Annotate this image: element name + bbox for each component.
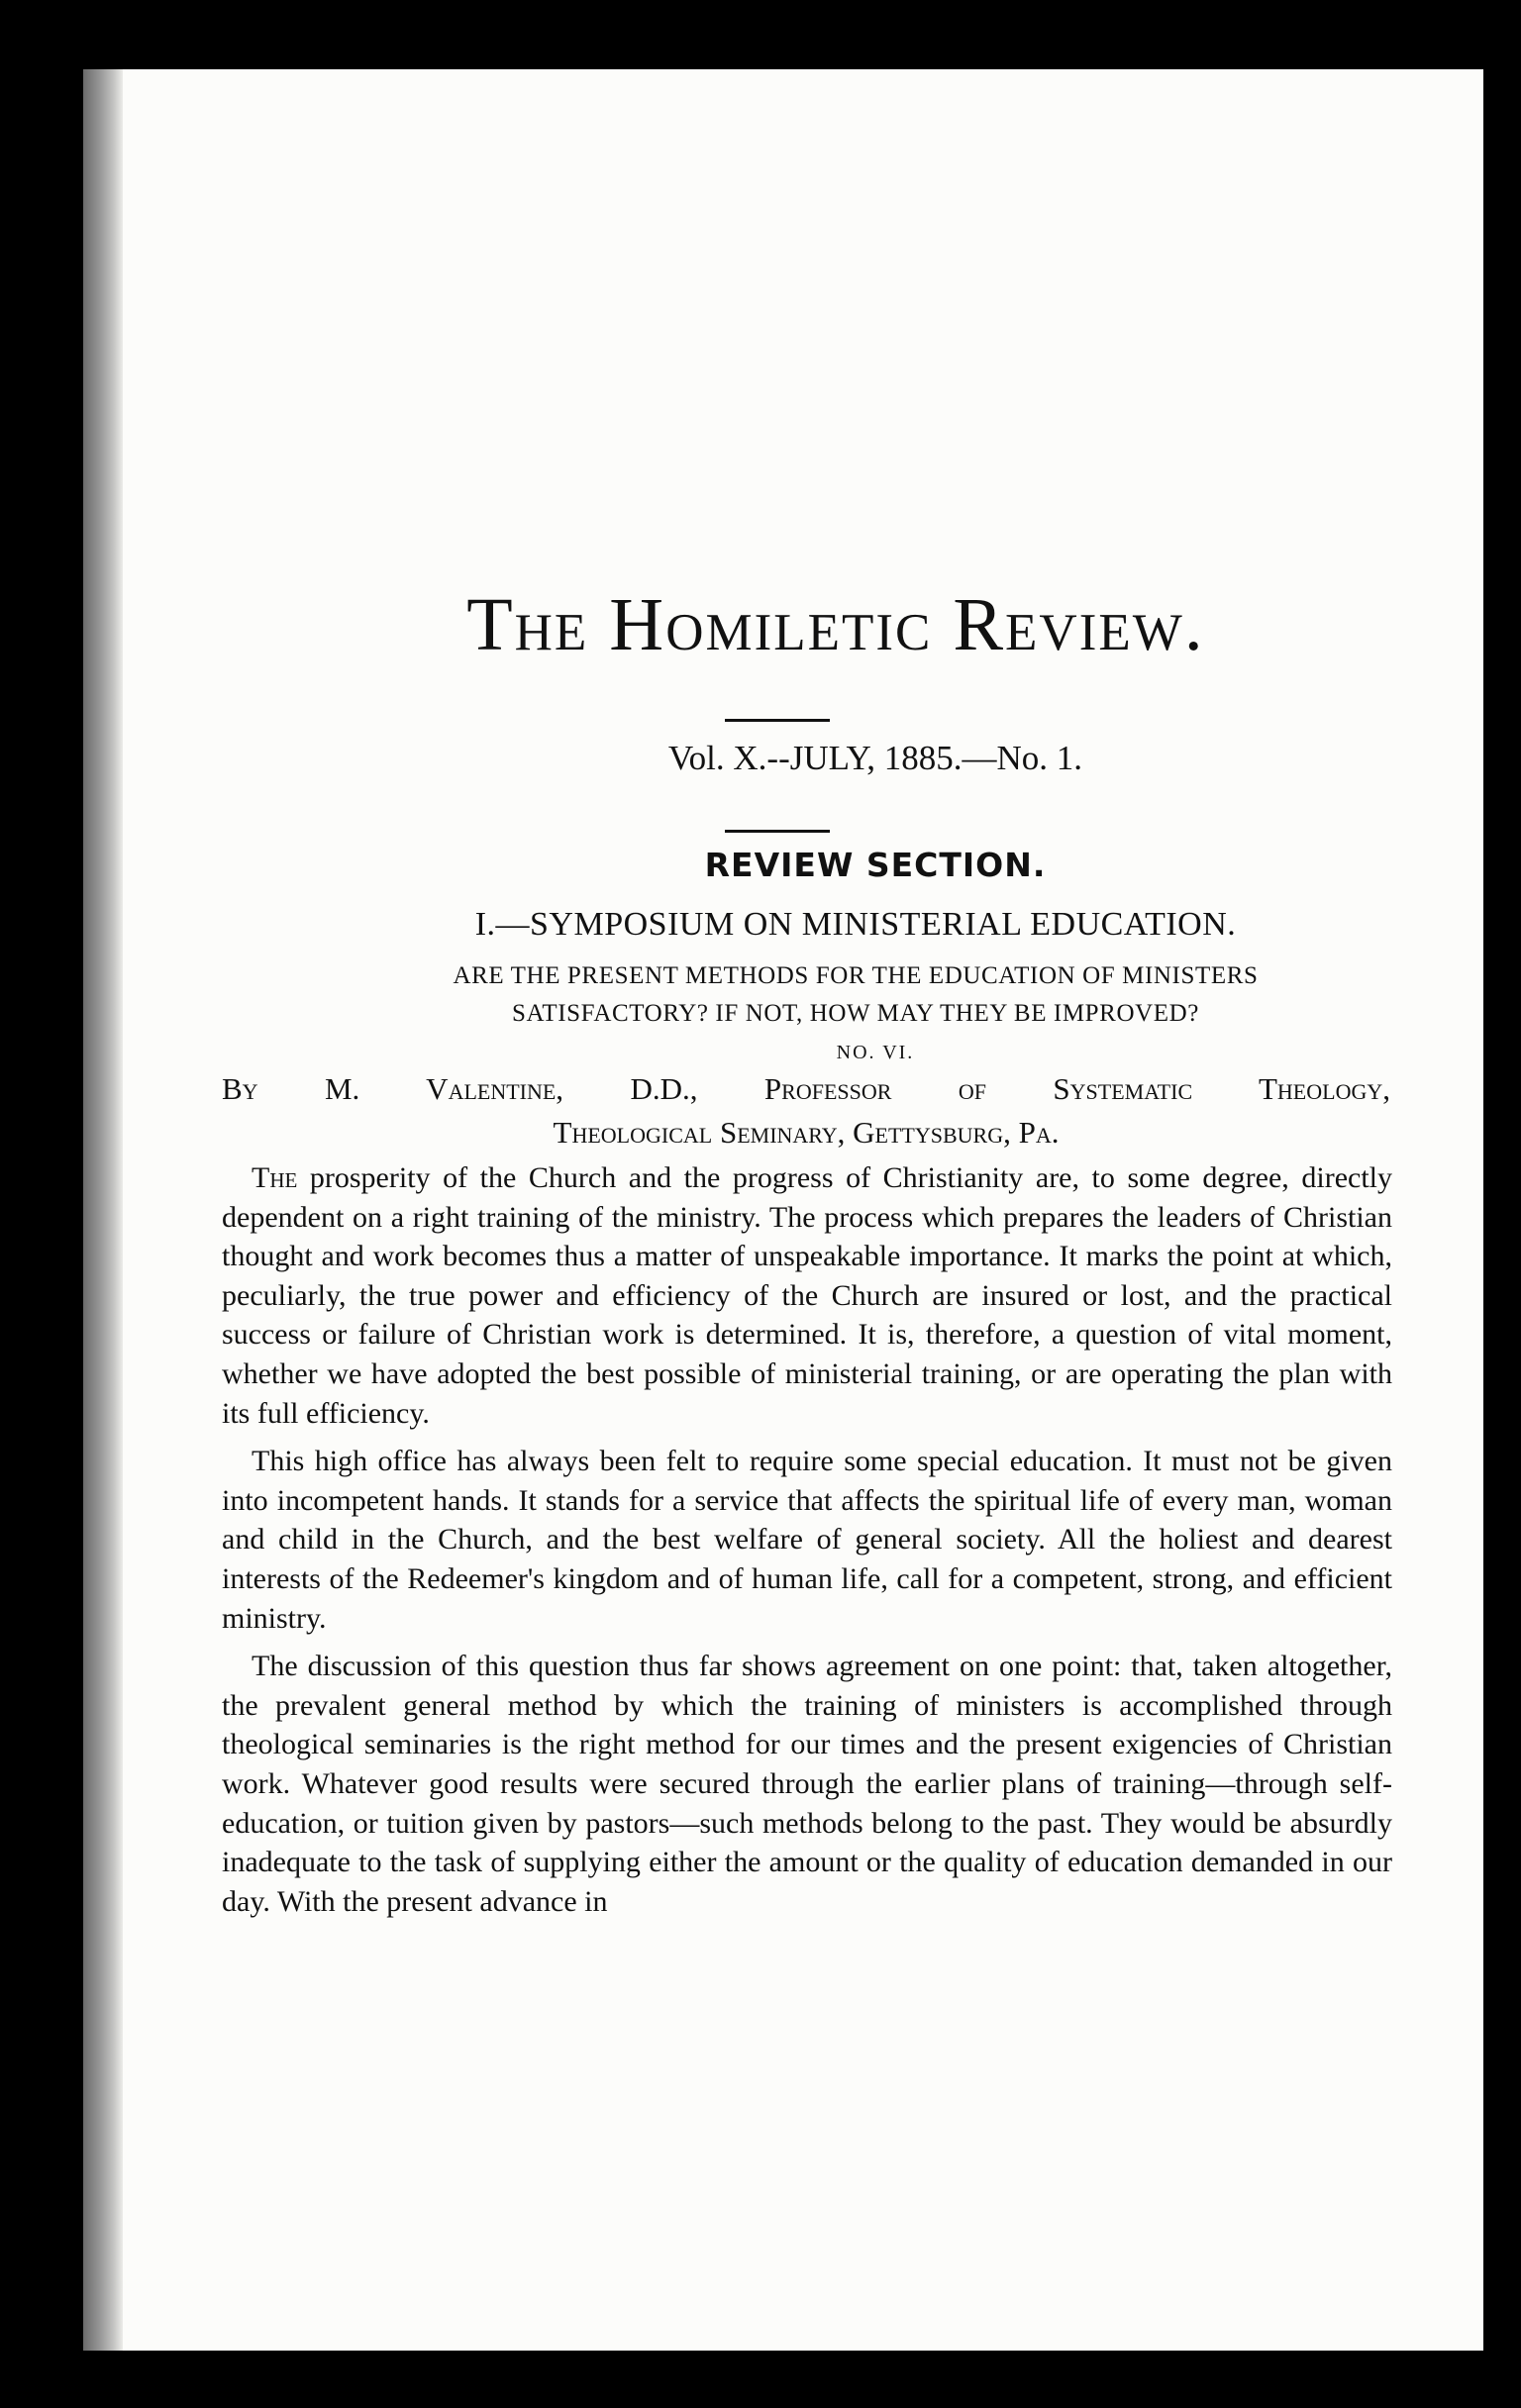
article-number: NO. VI. (836, 1042, 915, 1063)
issue-line: Vol. X.--JULY, 1885.—No. 1. (667, 739, 1083, 777)
paragraph-1-lead: The (252, 1161, 298, 1194)
author-byline: By M. Valentine, D.D., Professor of Systematic Theology, (222, 1071, 1390, 1106)
scanned-page (83, 69, 1483, 2351)
author-affiliation: Theological Seminary, Gettysburg, Pa. (553, 1115, 1060, 1150)
title-rule-top (725, 719, 830, 722)
title-rule-bottom (725, 830, 830, 833)
article-body (222, 1158, 1392, 1930)
paragraph-2: This high office has always been felt to require some special education. It must not be given into incompetent hands. It stands for a service that affects the spiritual life of every man, woman and child in the Church, and the best welfare of general society. All the holiest and dearest interests of the Redeemer's kingdom and of human life, call for a competent, strong, and efficient ministry. (222, 1445, 1392, 1635)
article-question-line-1: ARE THE PRESENT METHODS FOR THE EDUCATION OF MINISTERS (453, 962, 1259, 989)
journal-title: The Homiletic Review. (466, 583, 1205, 666)
paragraph-1-text: prosperity of the Church and the progress of Christianity are, to some degree, directly dependent on a right training of the ministry. The process which prepares the leaders of Christian thought and work becomes thus a matter of unspeakable importance. It marks the point at which, peculiarly, the true power and efficiency of the Church are insured or lost, and the practical success or failure of Christian work is determined. It is, therefore, a question of vital moment, whether we have adopted the best possible of ministerial training, or are operating the plan with its full efficiency. (222, 1161, 1392, 1430)
paragraph-1 (222, 1158, 1392, 1433)
page-content (83, 69, 1483, 2351)
paragraph-3: The discussion of this question thus far shows agreement on one point: that, taken altogether, the prevalent general method by which the training of ministers is accomplished through theological seminaries is the right method for our times and the present exigencies of Christian work. Whatever good results were secured through the earlier plans of training—through self-education, or tuition given by pastors—such methods belong to the past. They would be absurdly inadequate to the task of supplying either the amount or the quality of education demanded in our day. With the present advance in (222, 1650, 1392, 1918)
article-question-line-2: SATISFACTORY? IF NOT, HOW MAY THEY BE IMPROVED? (512, 1000, 1199, 1027)
article-title: I.—SYMPOSIUM ON MINISTERIAL EDUCATION. (474, 906, 1237, 943)
section-heading: REVIEW SECTION. (704, 846, 1047, 884)
